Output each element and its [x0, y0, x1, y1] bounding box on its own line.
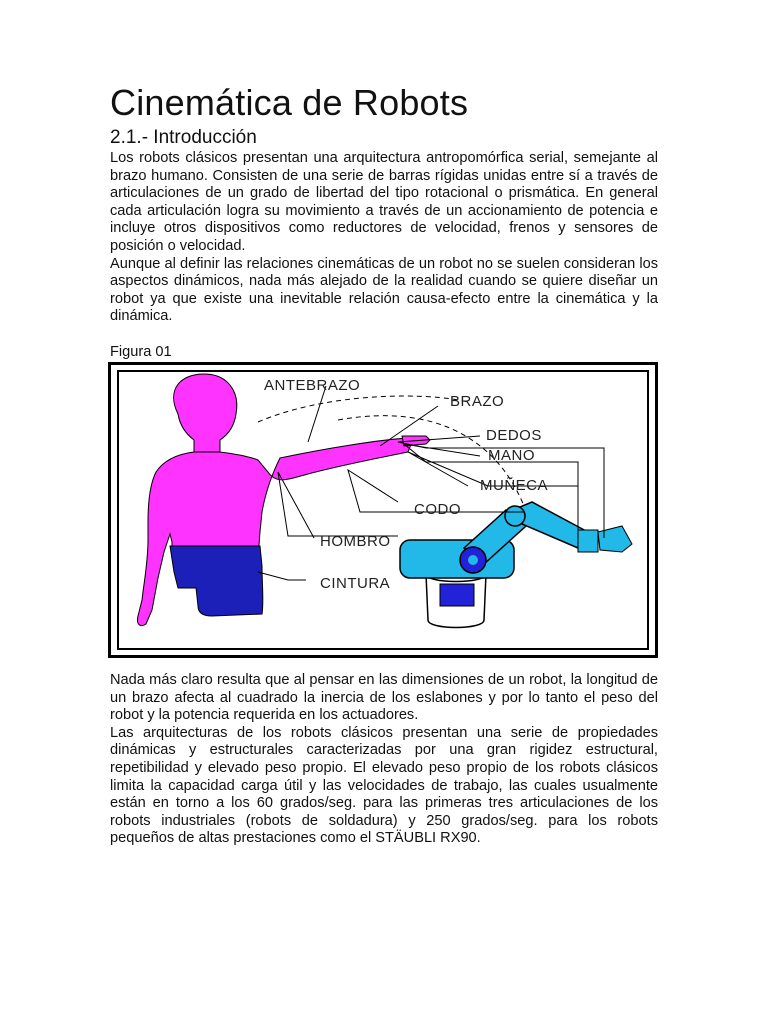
document-page	[110, 82, 658, 361]
label-hombro: HOMBRO	[320, 533, 391, 550]
paragraph-2: Aunque al definir las relaciones cinemáticas de un robot no se suelen consideran los aspectos dinámicos, nada más alejado de la realidad cuando se quiere diseñar un robot ya que existe una inevitable relación causa-efecto entre la cinemática y la dinámica.	[110, 255, 658, 325]
paragraph-1: Los robots clásicos presentan una arquitectura antropomórfica serial, semejante al brazo humano. Consisten de una serie de barras rígidas unidas entre sí a través de articulaciones de un grado de libertad del tipo rotacional o prismática. En general cada articulación logra su movimiento a través de un accionamiento de potencia e incluye otros dispositivos como reductores de velocidad, frenos y sensores de posición o velocidad.	[110, 150, 658, 254]
figure-human-vs-robot-arm	[108, 362, 658, 658]
section-heading: 2.1.- Introducción	[110, 127, 257, 148]
page-title: Cinemática de Robots	[110, 82, 469, 123]
paragraph-4: Las arquitecturas de los robots clásicos presentan una serie de propiedades dinámicas y estructurales caracterizadas por una gran rigidez estructural, repetibilidad y elevado peso propio. El elevado peso propio de los robots clásicos limita la capacidad carga útil y las velocidades de trabajo, las cuales usualmente están en torno a los 60 grados/seg. para las primeras tres articulaciones de los robots industriales (robots de soldadura) y 250 grados/seg. para los robots pequeños de altas prestaciones como el STÄUBLI RX90.	[110, 724, 658, 847]
label-dedos: DEDOS	[486, 427, 542, 444]
paragraph-3: Nada más claro resulta que al pensar en las dimensiones de un robot, la longitud de un brazo afecta al cuadrado la inercia de los eslabones y por lo tanto el peso del robot y la potencia requerida en los actuadores.	[110, 672, 658, 724]
label-codo: CODO	[414, 501, 461, 518]
label-brazo: BRAZO	[450, 393, 505, 410]
label-antebrazo: ANTEBRAZO	[264, 377, 361, 394]
body-continued	[110, 672, 658, 848]
label-muneca: MUÑECA	[480, 477, 549, 494]
label-cintura: CINTURA	[320, 575, 391, 592]
label-mano: MANO	[488, 447, 535, 464]
figure-caption: Figura 01	[110, 343, 172, 360]
